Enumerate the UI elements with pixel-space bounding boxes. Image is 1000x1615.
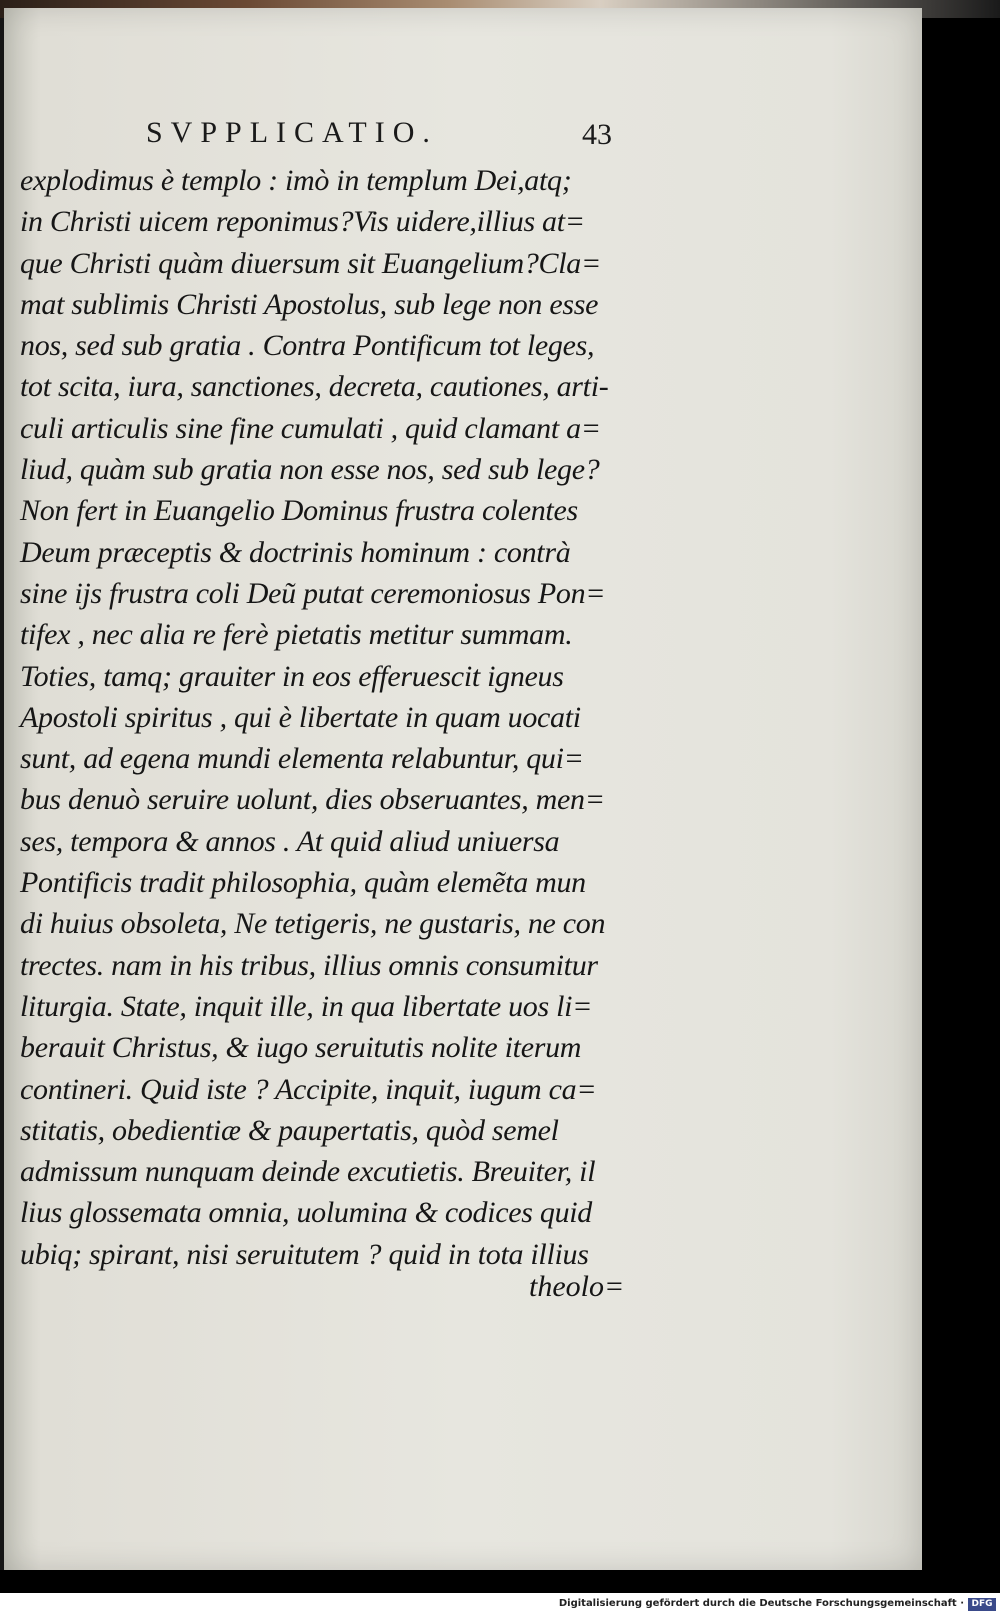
text-line: sunt, ad egena mundi elementa relabuntur, qui=: [20, 742, 584, 776]
text-line: liturgia. State, inquit ille, in qua libertate uos li=: [20, 989, 593, 1023]
text-line: ubiq; spirant, nisi seruitutem ? quid in tota illius: [20, 1237, 589, 1271]
text-line: Apostoli spiritus , qui è libertate in quam uocati: [20, 700, 581, 734]
text-line: Deum præceptis & doctrinis hominum : contrà: [20, 535, 571, 569]
text-line: Non fert in Euangelio Dominus frustra colentes: [20, 494, 578, 528]
text-line: Pontificis tradit philosophia, quàm elemẽta mun: [20, 866, 586, 900]
text-line: trectes. nam in his tribus, illius omnis consumitur: [20, 948, 598, 982]
text-line: stitatis, obedientiæ & paupertatis, quòd semel: [20, 1113, 559, 1147]
text-line: admissum nunquam deinde excutietis. Breuiter, il: [20, 1155, 596, 1189]
text-line: liud, quàm sub gratia non esse nos, sed sub lege?: [20, 453, 600, 487]
text-line: que Christi quàm diuersum sit Euangelium?Cla=: [20, 246, 601, 280]
text-line: sine ijs frustra coli Deũ putat ceremoniosus Pon=: [20, 576, 606, 610]
page-header: [4, 116, 924, 156]
text-line: bus denuò seruire uolunt, dies obseruantes, men=: [20, 783, 605, 817]
text-line: in Christi uicem reponimus?Vis uidere,illius at=: [20, 205, 585, 239]
body-text: [20, 160, 632, 1275]
text-line: lius glossemata omnia, uolumina & codices quid: [20, 1196, 593, 1230]
text-line: explodimus è templo : imò in templum Dei,atq;: [20, 164, 572, 197]
text-line: di huius obsoleta, Ne tetigeris, ne gustaris, ne con: [20, 907, 606, 941]
text-line: ses, tempora & annos . At quid aliud uniuersa: [20, 824, 560, 858]
text-line: berauit Christus, & iugo seruitutis nolite iterum: [20, 1031, 582, 1065]
digitization-credit: Digitalisierung gefördert durch die Deutsche Forschungsgemeinschaft ·: [558, 1598, 964, 1609]
text-line: mat sublimis Christi Apostolus, sub lege non esse: [20, 287, 599, 321]
text-line: Toties, tamq; grauiter in eos efferuescit igneus: [20, 659, 564, 693]
text-line: tifex , nec alia re ferè pietatis metitur summam.: [20, 618, 573, 652]
dfg-logo: DFG: [968, 1598, 996, 1611]
running-head: SVPPLICATIO.: [146, 116, 438, 149]
book-page: [4, 8, 922, 1570]
text-line: tot scita, iura, sanctiones, decreta, cautiones, arti-: [20, 370, 609, 404]
catchword: theolo=: [529, 1270, 625, 1303]
page-number: 43: [582, 118, 612, 151]
text-line: nos, sed sub gratia . Contra Pontificum tot leges,: [20, 329, 595, 363]
text-line: contineri. Quid iste ? Accipite, inquit, iugum ca=: [20, 1072, 597, 1106]
text-line: culi articulis sine fine cumulati , quid clamant a=: [20, 411, 601, 445]
